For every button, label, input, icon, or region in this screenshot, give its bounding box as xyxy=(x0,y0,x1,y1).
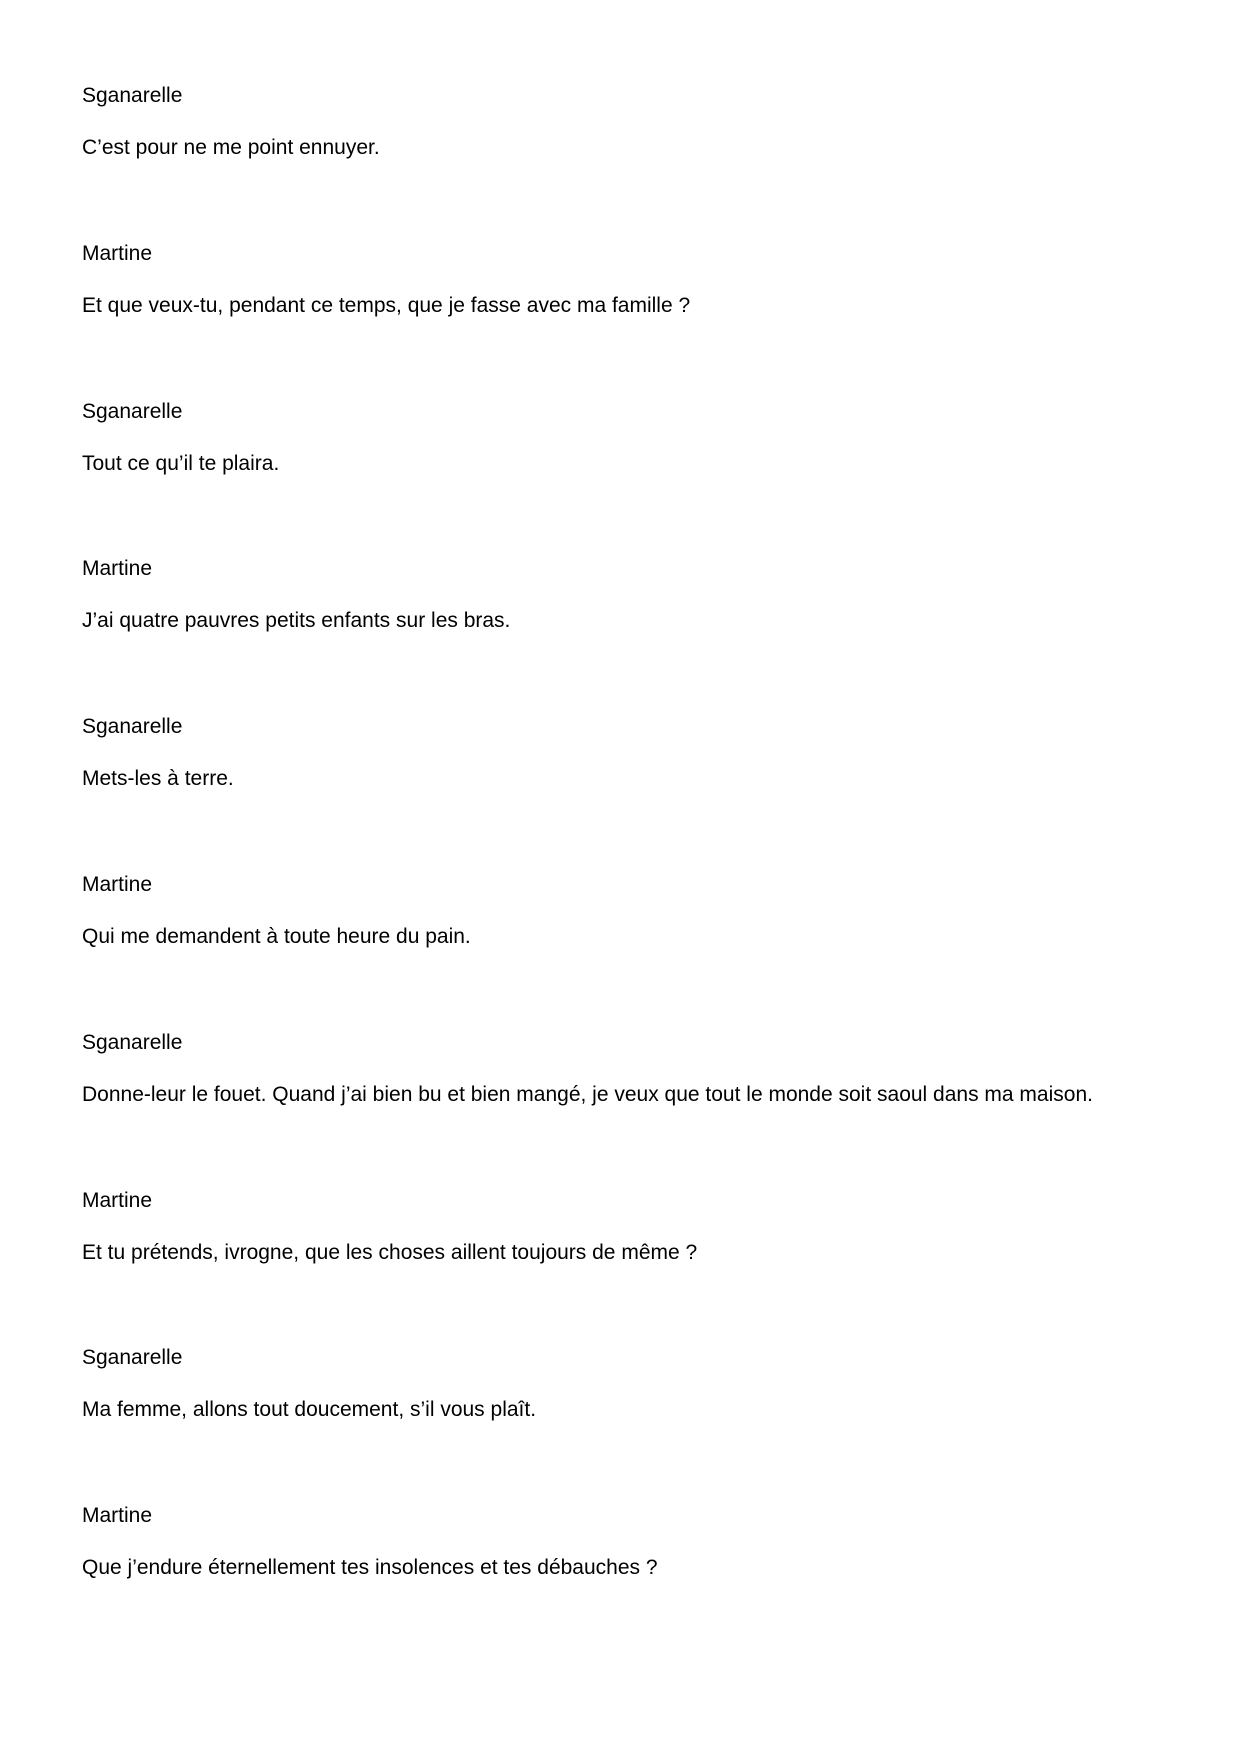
dialogue-line: J’ai quatre pauvres petits enfants sur les bras. xyxy=(82,609,511,632)
dialogue-exchange xyxy=(82,1188,1182,1266)
dialogue-exchange xyxy=(82,83,1182,161)
speaker-name: Martine xyxy=(82,873,153,896)
speaker-name: Martine xyxy=(82,1504,153,1527)
dialogue-line: Et tu prétends, ivrogne, que les choses aillent toujours de même ? xyxy=(82,1241,698,1264)
speaker-name: Sganarelle xyxy=(82,400,183,423)
dialogue-exchange xyxy=(82,872,1182,950)
speaker-name: Martine xyxy=(82,242,153,265)
dialogue-line: Tout ce qu’il te plaira. xyxy=(82,452,280,475)
dialogue-line: Et que veux-tu, pendant ce temps, que je fasse avec ma famille ? xyxy=(82,294,691,317)
dialogue-exchange xyxy=(82,1503,1182,1581)
dialogue-exchange xyxy=(82,556,1182,634)
speaker-name: Martine xyxy=(82,1189,153,1212)
dialogue-line: Qui me demandent à toute heure du pain. xyxy=(82,925,471,948)
speaker-name: Martine xyxy=(82,557,153,580)
dialogue-exchange xyxy=(82,241,1182,319)
dialogue-line: Ma femme, allons tout doucement, s’il vous plaît. xyxy=(82,1398,537,1421)
speaker-name: Sganarelle xyxy=(82,1031,183,1054)
speaker-name: Sganarelle xyxy=(82,1346,183,1369)
dialogue-exchange xyxy=(82,1030,1182,1108)
dialogue-line: Que j’endure éternellement tes insolences et tes débauches ? xyxy=(82,1556,658,1579)
speaker-name: Sganarelle xyxy=(82,84,183,107)
speaker-name: Sganarelle xyxy=(82,715,183,738)
dialogue-exchange xyxy=(82,714,1182,792)
dialogue-exchange xyxy=(82,1345,1182,1423)
dialogue-line: C’est pour ne me point ennuyer. xyxy=(82,136,380,159)
dialogue-line: Mets-les à terre. xyxy=(82,767,234,790)
dialogue-line: Donne-leur le fouet. Quand j’ai bien bu et bien mangé, je veux que tout le monde soit saoul dans ma maison. xyxy=(82,1083,1093,1106)
dialogue-exchange xyxy=(82,399,1182,477)
